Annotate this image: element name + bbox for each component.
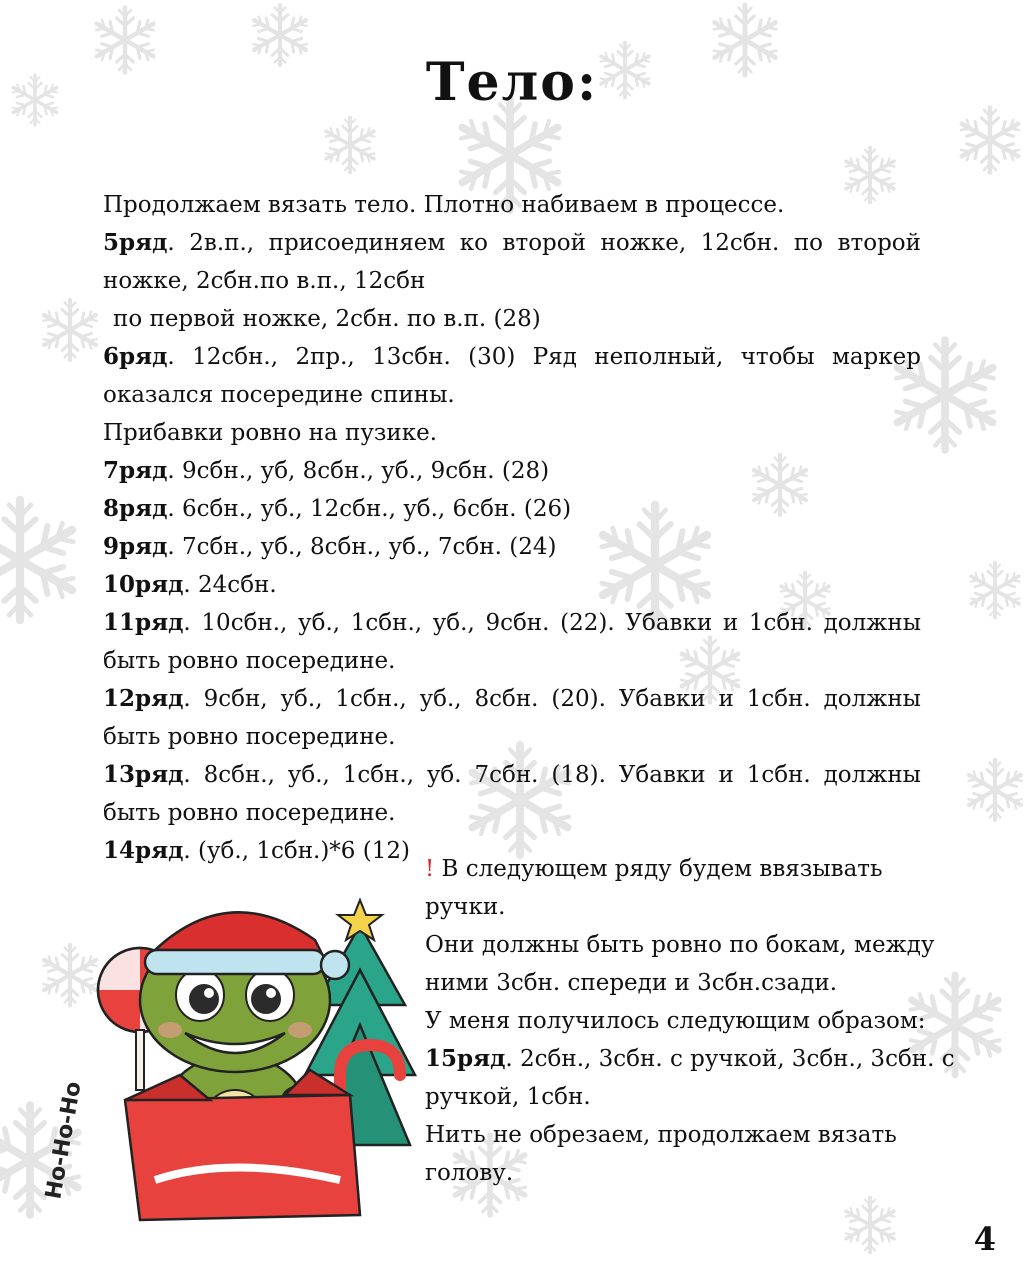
- snowflake-icon: [323, 118, 378, 173]
- exclamation-mark: !: [425, 856, 435, 882]
- row-10: [103, 566, 921, 604]
- row-13: [103, 756, 921, 832]
- snowflake-icon: [958, 108, 1023, 173]
- row-text: . 12сбн., 2пр., 13сбн. (30) Ряд неполный, чтобы маркер оказался посередине спины.: [103, 344, 921, 408]
- row-label: 9ряд: [103, 533, 168, 560]
- page-number: 4: [973, 1220, 996, 1258]
- paragraph: [425, 926, 965, 1002]
- row-6: [103, 338, 921, 414]
- row-text: . 10сбн., уб., 1сбн., уб., 9сбн. (22). Убавки и 1сбн. должны быть ровно посередине.: [103, 610, 921, 674]
- row-text: . 9сбн, уб., 1сбн., уб., 8сбн. (20). Убавки и 1сбн. должны быть ровно посередине.: [103, 686, 921, 750]
- paragraph: [103, 186, 921, 224]
- note-paragraph: [425, 850, 965, 926]
- row-label: 12ряд: [103, 685, 184, 712]
- paragraph-text: по первой ножке, 2сбн. по в.п. (28): [113, 306, 541, 332]
- snowflake-icon: [0, 500, 80, 620]
- row-label: 5ряд: [103, 229, 168, 256]
- row-text: . 9сбн., уб, 8сбн., уб., 9сбн. (28): [167, 458, 550, 484]
- paragraph: [103, 300, 921, 338]
- paragraph: [425, 1002, 965, 1040]
- row-8: [103, 490, 921, 528]
- row-9: [103, 528, 921, 566]
- paragraph-text: Прибавки ровно на пузике.: [103, 420, 438, 446]
- instructions-body: [103, 186, 921, 870]
- row-text: . (уб., 1сбн.)*6 (12): [183, 838, 410, 864]
- row-label: 7ряд: [103, 457, 168, 484]
- paragraph: [425, 1116, 965, 1192]
- ho-ho-ho-caption: Ho-Ho-Ho: [41, 1079, 87, 1202]
- page-title: Тело:: [425, 52, 599, 113]
- snowflake-icon: [965, 760, 1024, 820]
- row-7: [103, 452, 921, 490]
- row-text: . 24сбн.: [183, 572, 277, 598]
- row-label: 15ряд: [425, 1045, 506, 1072]
- row-label: 11ряд: [103, 609, 184, 636]
- dinosaur-gift-illustration: [30, 895, 430, 1225]
- snowflake-icon: [40, 300, 100, 360]
- paragraph-text: Они должны быть ровно по бокам, между ними 3сбн. спереди и 3сбн.сзади.: [425, 932, 935, 996]
- row-12: [103, 680, 921, 756]
- row-label: 13ряд: [103, 761, 184, 788]
- note-text: В следующем ряду будем ввязывать ручки.: [425, 856, 883, 920]
- paragraph-text: Продолжаем вязать тело. Плотно набиваем в процессе.: [103, 192, 785, 218]
- row-label: 14ряд: [103, 837, 184, 864]
- row-15: [425, 1040, 965, 1116]
- snowflake-icon: [968, 563, 1023, 618]
- paragraph: [103, 414, 921, 452]
- row-label: 6ряд: [103, 343, 168, 370]
- row-text: . 8сбн., уб., 1сбн., уб. 7сбн. (18). Убавки и 1сбн. должны быть ровно посередине.: [103, 762, 921, 826]
- row-text: . 7сбн., уб., 8сбн., уб., 7сбн. (24): [167, 534, 557, 560]
- sleeve-instructions: [425, 850, 965, 1192]
- row-text: . 2в.п., присоединяем ко второй ножке, 12сбн. по второй ножке, 2сбн.по в.п., 12сбн: [103, 230, 921, 294]
- row-text: . 6сбн., уб., 12сбн., уб., 6сбн. (26): [167, 496, 572, 522]
- paragraph-text: У меня получилось следующим образом:: [425, 1008, 926, 1034]
- row-label: 8ряд: [103, 495, 168, 522]
- row-label: 10ряд: [103, 571, 184, 598]
- row-5: [103, 224, 921, 300]
- santa-hat-icon: [145, 912, 349, 979]
- paragraph-text: Нить не обрезаем, продолжаем вязать голову.: [425, 1122, 897, 1186]
- row-text: . 2сбн., 3сбн. с ручкой, 3сбн., 3сбн. с ручкой, 1сбн.: [425, 1046, 955, 1110]
- row-11: [103, 604, 921, 680]
- snowflake-icon: [843, 1198, 898, 1253]
